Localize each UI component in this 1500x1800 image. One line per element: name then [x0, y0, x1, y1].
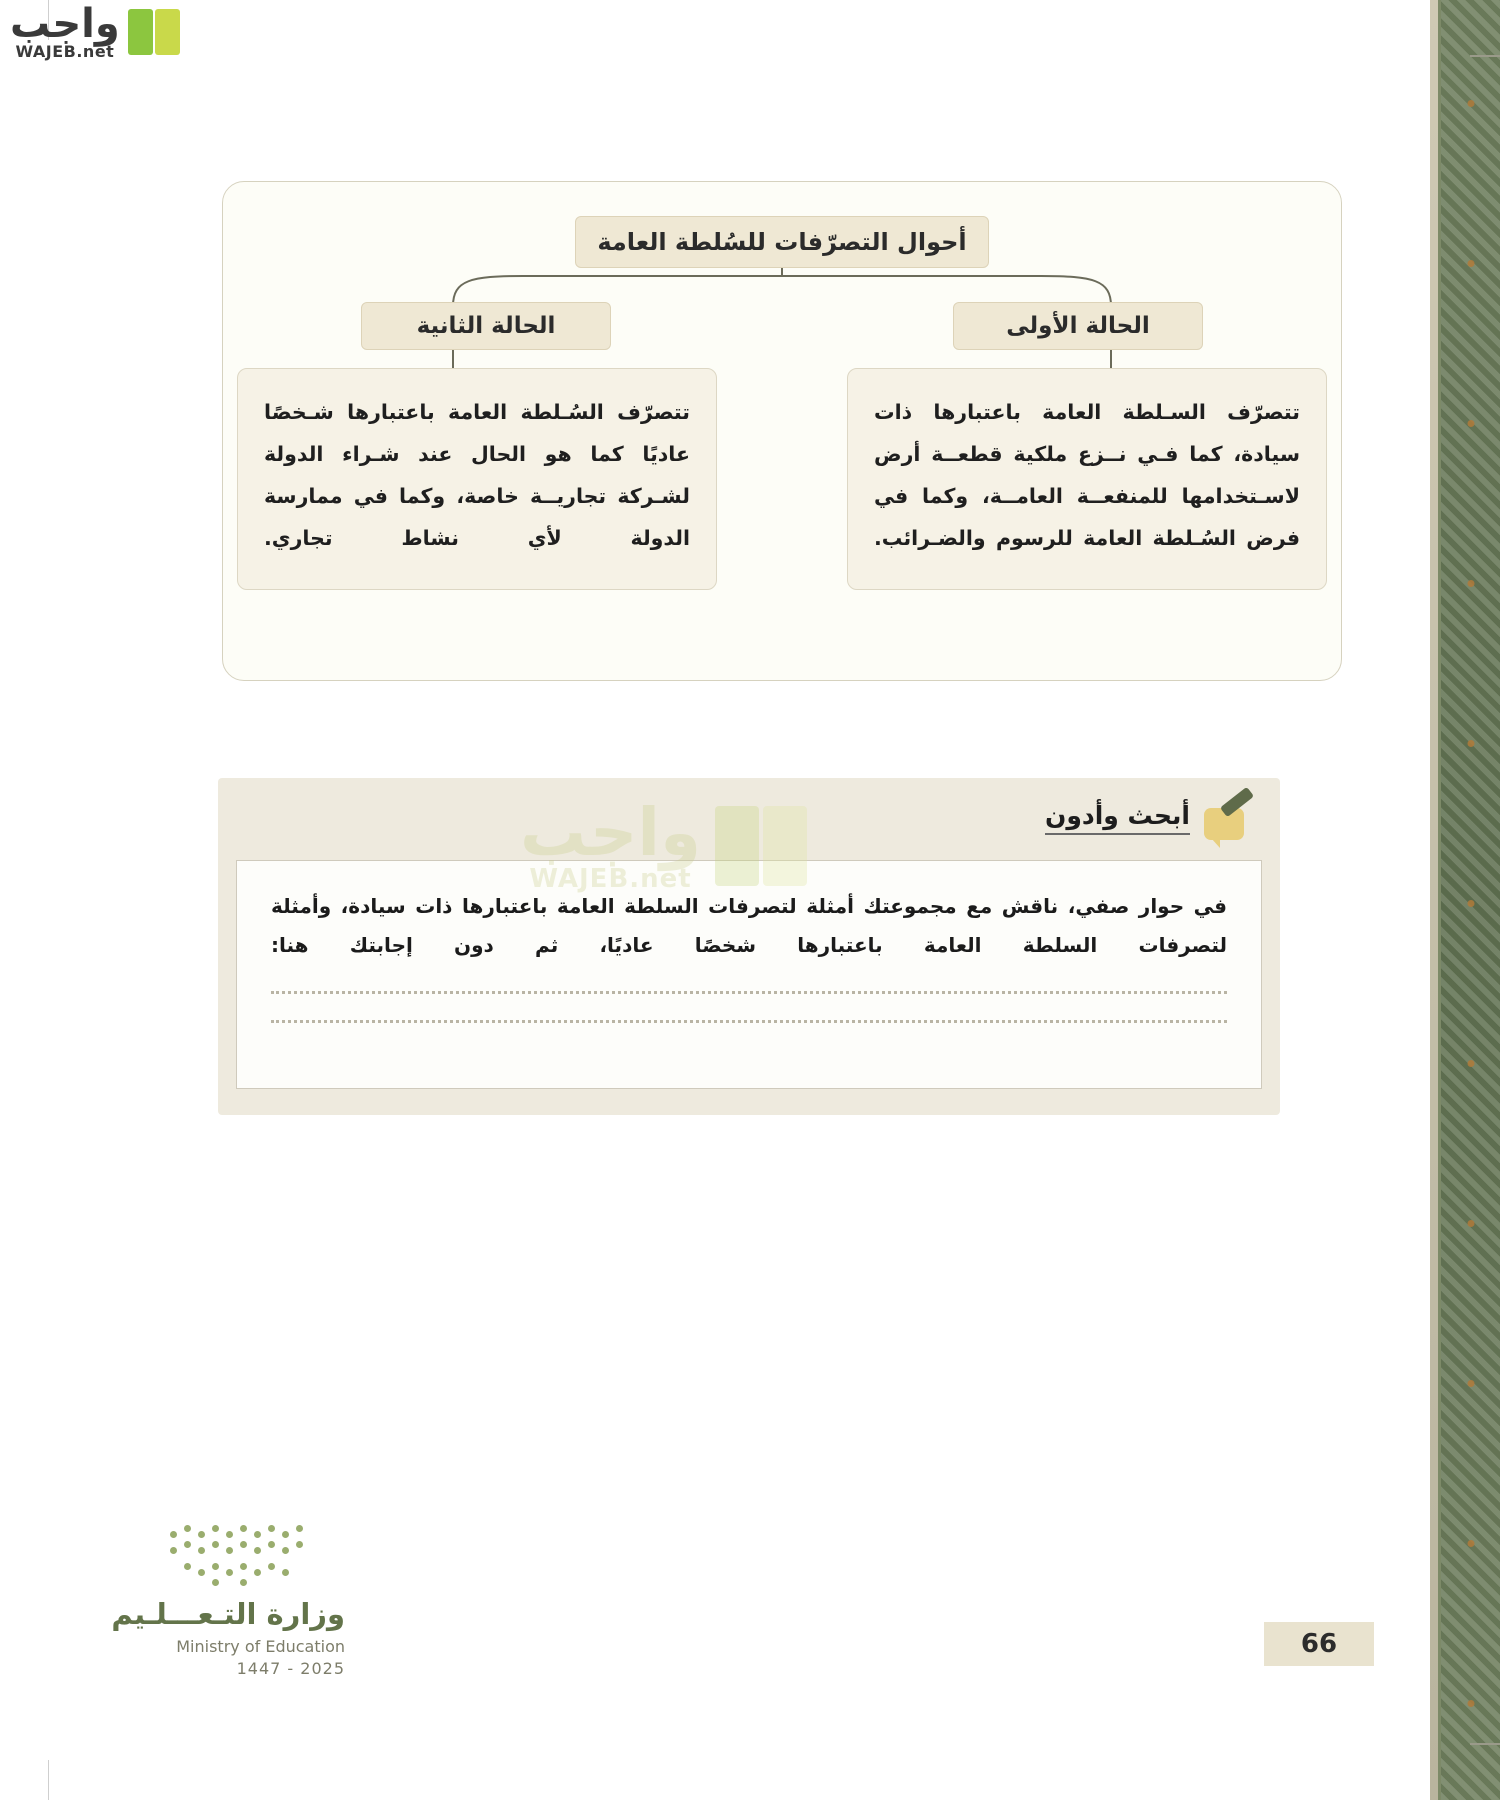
watermark-arabic: واجب — [520, 794, 702, 871]
book-icon — [128, 9, 180, 55]
diagram-title-node: أحوال التصرّفات للسُلطة العامة — [575, 216, 989, 268]
page-number: 66 — [1264, 1622, 1374, 1666]
research-answer-area[interactable] — [236, 860, 1262, 1089]
branch-node-first: الحالة الأولى — [953, 302, 1203, 350]
answer-line-1[interactable] — [271, 991, 1227, 994]
ministry-name-en: Ministry of Education — [176, 1637, 345, 1656]
branch-node-second: الحالة الثانية — [361, 302, 611, 350]
wajeb-logo — [10, 1, 180, 61]
research-box — [218, 778, 1280, 1115]
answer-line-2[interactable] — [271, 1020, 1227, 1023]
ministry-dots-icon — [170, 1525, 345, 1585]
research-heading: أبحث وأدون — [1045, 801, 1190, 835]
research-prompt: في حوار صفي، ناقش مع مجموعتك أمثلة لتصرفات السلطة العامة باعتبارها ذات سيادة، وأمثلة لتصرفات السلطة العامة باعتبارها شخصًا عاديًا، ثم دون إجابتك هنا: — [271, 894, 1227, 957]
strip-dots — [1441, 0, 1500, 1800]
ministry-year: 2025 - 1447 — [236, 1659, 345, 1678]
decorative-border-strip — [1438, 0, 1500, 1800]
wajeb-logo-arabic: واجب — [10, 1, 120, 47]
branch-stems — [223, 350, 1341, 370]
ministry-logo — [85, 1525, 345, 1678]
research-header — [1045, 796, 1254, 840]
watermark-latin: WAJEB.net — [529, 864, 692, 894]
diagram-card — [222, 181, 1342, 681]
page-edge-line — [1430, 0, 1438, 1800]
wajeb-logo-latin: WAJEB.net — [15, 42, 115, 61]
crop-mark-bottom — [48, 1760, 49, 1800]
pen-note-icon — [1204, 796, 1254, 840]
branch-body-second: تتصرّف السُـلطة العامة باعتبارها شـخصًا عاديًا كما هو الحال عند شـراء الدولة لشـركة تجاريــة خاصة، وكما في ممارسة الدولة لأي نشاط تجاري. — [237, 368, 717, 590]
ministry-name-ar: وزارة التـعـــلـيم — [111, 1597, 345, 1631]
wajeb-logo-text — [10, 1, 120, 61]
branch-body-first: تتصرّف السـلطة العامة باعتبارها ذات سيادة، كما فـي نــزع ملكية قطعــة أرض لاسـتخدامها للمنفعــة العامــة، وكما في فرض السُـلطة العامة للرسوم والضـرائب. — [847, 368, 1327, 590]
